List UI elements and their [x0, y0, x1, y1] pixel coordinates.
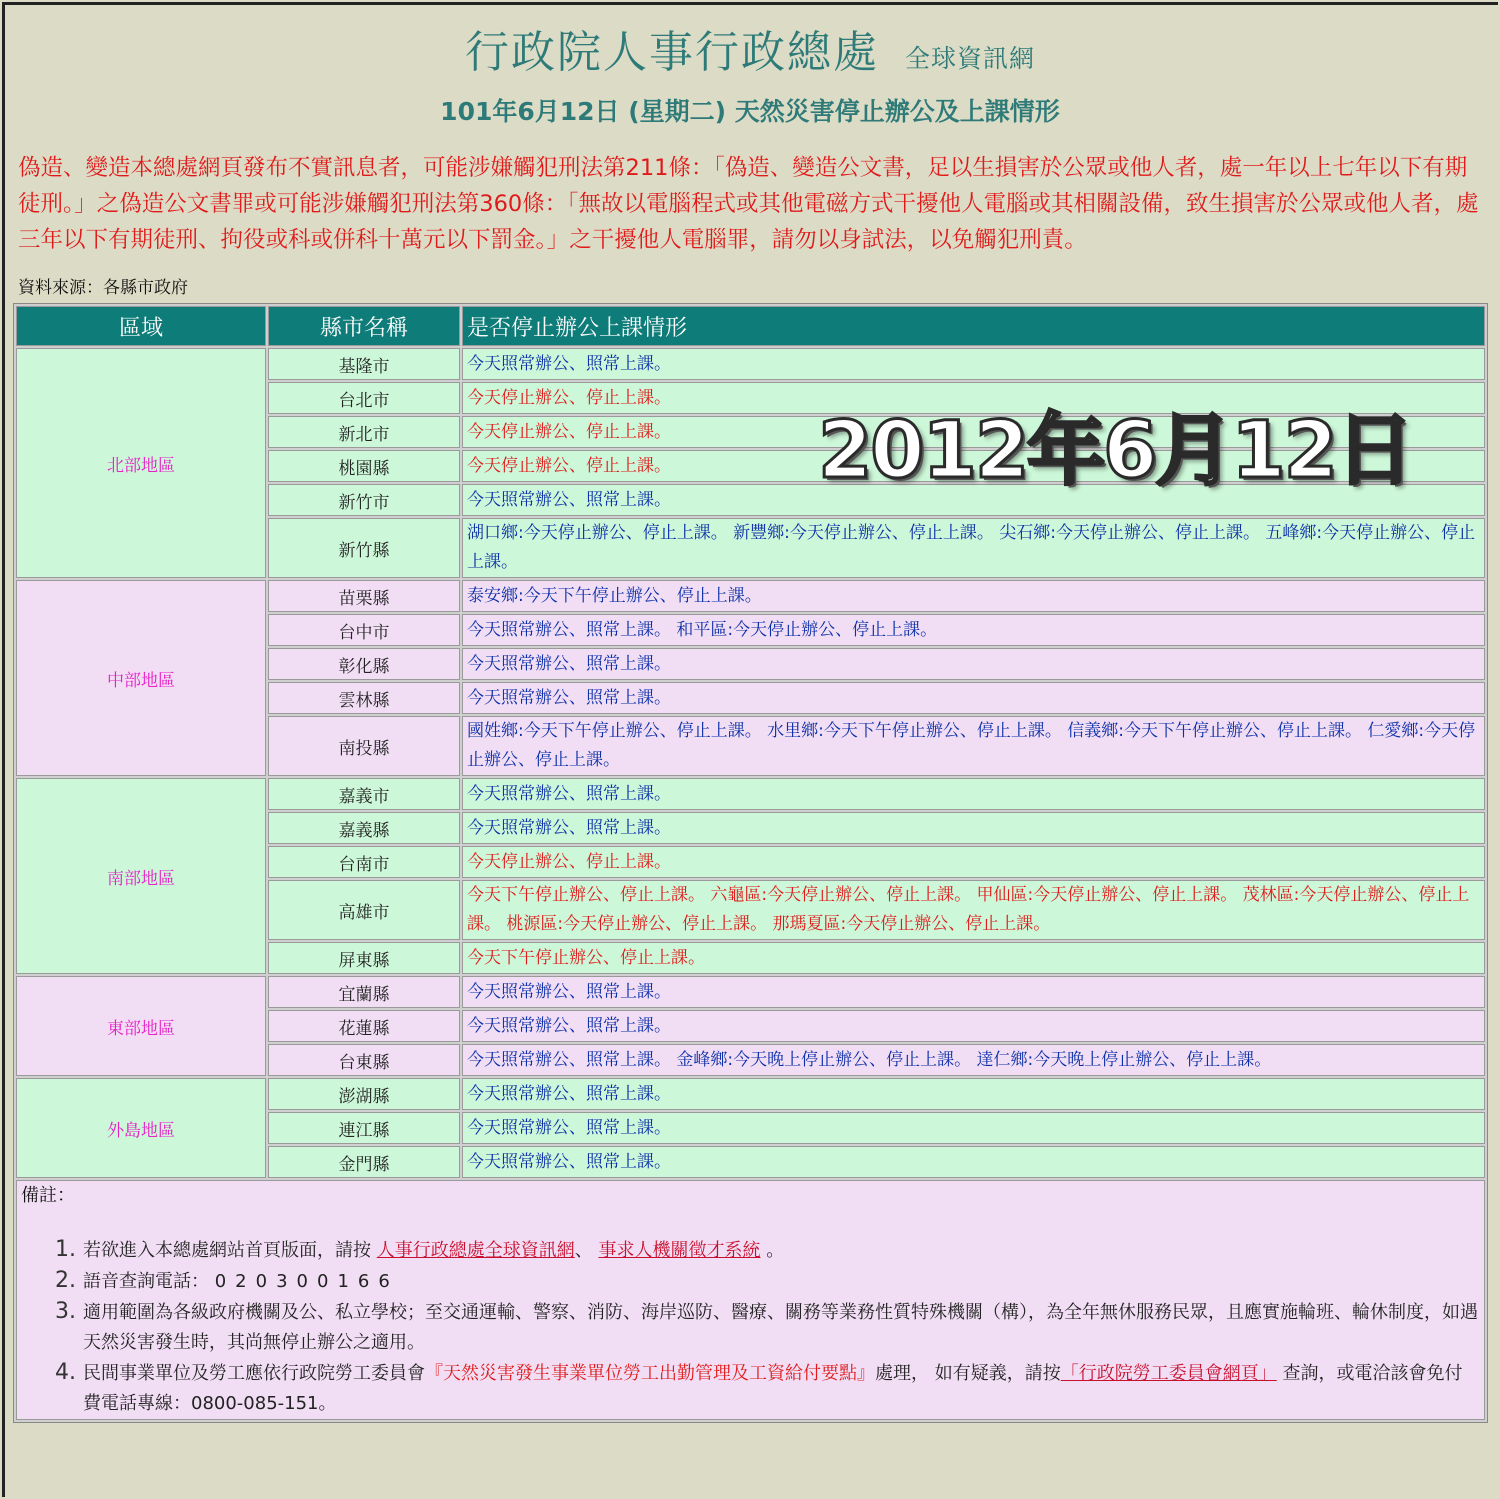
status-cell: 今天照常辦公、照常上課。 [462, 1010, 1485, 1042]
note4-mid: 處理， 如有疑義，請按 [875, 1363, 1061, 1384]
city-name: 彰化縣 [268, 648, 460, 680]
page-title [0, 16, 1500, 80]
link-recruitment-system[interactable]: 事求人機關徵才系統 [598, 1240, 761, 1261]
note-item [83, 1235, 1480, 1266]
status-cell: 今天照常辦公、照常上課。 [462, 484, 1485, 516]
status-cell: 今天照常辦公、照常上課。 [462, 1112, 1485, 1144]
notes-list [21, 1235, 1480, 1419]
status-cell: 今天照常辦公、照常上課。 [462, 1078, 1485, 1110]
region-central: 中部地區 [16, 580, 266, 776]
table-header-row [16, 306, 1485, 346]
note1-sep: 、 [574, 1240, 593, 1261]
region-south: 南部地區 [16, 778, 266, 974]
header-region: 區域 [16, 306, 266, 346]
status-cell: 今天停止辦公、停止上課。 [462, 382, 1485, 414]
note3-text: 適用範圍為各級政府機關及公、私立學校；至交通運輸、警察、消防、海岸巡防、醫療、關務等業務性質特殊機關（構），為全年無休服務民眾，且應實施輪班、輪休制度，如遇天然災害發生時，其尚無停止辦公之適用。 [83, 1302, 1478, 1353]
table-row [16, 778, 1485, 810]
table-row [16, 1078, 1485, 1110]
note4-reference: 『天然災害發生事業單位勞工出勤管理及工資給付要點』 [425, 1363, 875, 1384]
status-cell: 國姓鄉:今天下午停止辦公、停止上課。 水里鄉:今天下午停止辦公、停止上課。 信義鄉:今天下午停止辦公、停止上課。 仁愛鄉:今天停止辦公、停止上課。 [462, 716, 1485, 776]
note2-text: 語音查詢電話： [83, 1271, 209, 1292]
city-name: 台中市 [268, 614, 460, 646]
status-cell: 今天照常辦公、照常上課。 和平區:今天停止辦公、停止上課。 [462, 614, 1485, 646]
status-cell: 今天停止辦公、停止上課。 [462, 416, 1485, 448]
city-name: 新竹縣 [268, 518, 460, 578]
status-cell: 今天照常辦公、照常上課。 [462, 976, 1485, 1008]
city-name: 宜蘭縣 [268, 976, 460, 1008]
city-name: 澎湖縣 [268, 1078, 460, 1110]
status-cell: 今天下午停止辦公、停止上課。 [462, 942, 1485, 974]
status-cell: 今天照常辦公、照常上課。 [462, 348, 1485, 380]
city-name: 新竹市 [268, 484, 460, 516]
status-cell: 泰安鄉:今天下午停止辦公、停止上課。 [462, 580, 1485, 612]
status-cell: 今天照常辦公、照常上課。 [462, 682, 1485, 714]
table-row [16, 580, 1485, 612]
notes-cell [16, 1180, 1485, 1420]
header-status: 是否停止辦公上課情形 [462, 306, 1485, 346]
city-name: 南投縣 [268, 716, 460, 776]
note-item [83, 1266, 1480, 1297]
city-name: 金門縣 [268, 1146, 460, 1178]
legal-warning: 偽造、變造本總處網頁發布不實訊息者，可能涉嫌觸犯刑法第211條：「偽造、變造公文書，足以生損害於公眾或他人者，處一年以上七年以下有期徒刑。」之偽造公文書罪或可能涉嫌觸犯刑法第360條：「無故以電腦程式或其他電磁方式干擾他人電腦或其相關設備，致生損害於公眾或他人者，處三年以下有期徒刑、拘役或科或併科十萬元以下罰金。」之干擾他人電腦罪，請勿以身試法，以免觸犯刑責。 [18, 155, 1479, 253]
city-name: 基隆市 [268, 348, 460, 380]
city-name: 嘉義縣 [268, 812, 460, 844]
city-name: 台北市 [268, 382, 460, 414]
status-cell: 今天停止辦公、停止上課。 [462, 846, 1485, 878]
site-subtitle-link[interactable]: 全球資訊網 [904, 44, 1035, 73]
voice-phone-number: 020300166 [214, 1271, 399, 1292]
status-cell: 今天照常辦公、照常上課。 [462, 778, 1485, 810]
city-name: 新北市 [268, 416, 460, 448]
notes-row [16, 1180, 1485, 1420]
city-name: 苗栗縣 [268, 580, 460, 612]
note1-text: 若欲進入本總處網站首頁版面，請按 [83, 1240, 371, 1261]
status-cell: 湖口鄉:今天停止辦公、停止上課。 新豐鄉:今天停止辦公、停止上課。 尖石鄉:今天停止辦公、停止上課。 五峰鄉:今天停止辦公、停止上課。 [462, 518, 1485, 578]
site-title: 行政院人事行政總處 [464, 27, 879, 78]
status-cell: 今天下午停止辦公、停止上課。 六龜區:今天停止辦公、停止上課。 甲仙區:今天停止辦公、停止上課。 茂林區:今天停止辦公、停止上課。 桃源區:今天停止辦公、停止上課。 那瑪夏區:今天停止辦公、停止上課。 [462, 880, 1485, 940]
region-east: 東部地區 [16, 976, 266, 1076]
table-row [16, 976, 1485, 1008]
city-name: 嘉義市 [268, 778, 460, 810]
status-cell: 今天照常辦公、照常上課。 [462, 648, 1485, 680]
city-name: 屏東縣 [268, 942, 460, 974]
table-row [16, 348, 1485, 380]
data-source: 資料來源：各縣市政府 [18, 278, 188, 298]
status-cell: 今天照常辦公、照常上課。 金峰鄉:今天晚上停止辦公、停止上課。 達仁鄉:今天晚上停止辦公、停止上課。 [462, 1044, 1485, 1076]
city-name: 連江縣 [268, 1112, 460, 1144]
note-item [83, 1297, 1480, 1358]
city-name: 花蓮縣 [268, 1010, 460, 1042]
date-heading: 101年6月12日 (星期二) 天然災害停止辦公及上課情形 [440, 97, 1060, 126]
status-cell: 今天照常辦公、照常上課。 [462, 1146, 1485, 1178]
note-item [83, 1358, 1480, 1419]
link-labor-council[interactable]: 「行政院勞工委員會網頁」 [1060, 1363, 1277, 1384]
note1-suffix: 。 [766, 1240, 785, 1261]
city-name: 高雄市 [268, 880, 460, 940]
header-city: 縣市名稱 [268, 306, 460, 346]
status-cell: 今天照常辦公、照常上課。 [462, 812, 1485, 844]
link-global-site[interactable]: 人事行政總處全球資訊網 [376, 1240, 575, 1261]
city-name: 桃園縣 [268, 450, 460, 482]
city-name: 台東縣 [268, 1044, 460, 1076]
status-cell: 今天停止辦公、停止上課。 [462, 450, 1485, 482]
city-name: 台南市 [268, 846, 460, 878]
region-islands: 外島地區 [16, 1078, 266, 1178]
region-north: 北部地區 [16, 348, 266, 578]
note4-suffix: 查詢，或電洽該會免付費電話專線：0800-085-151。 [83, 1363, 1463, 1414]
city-name: 雲林縣 [268, 682, 460, 714]
note4-text: 民間事業單位及勞工應依行政院勞工委員會 [83, 1363, 425, 1384]
notes-title: 備註： [21, 1185, 75, 1206]
overlay-date-stamp: 2012年6月12日 [818, 406, 1412, 496]
